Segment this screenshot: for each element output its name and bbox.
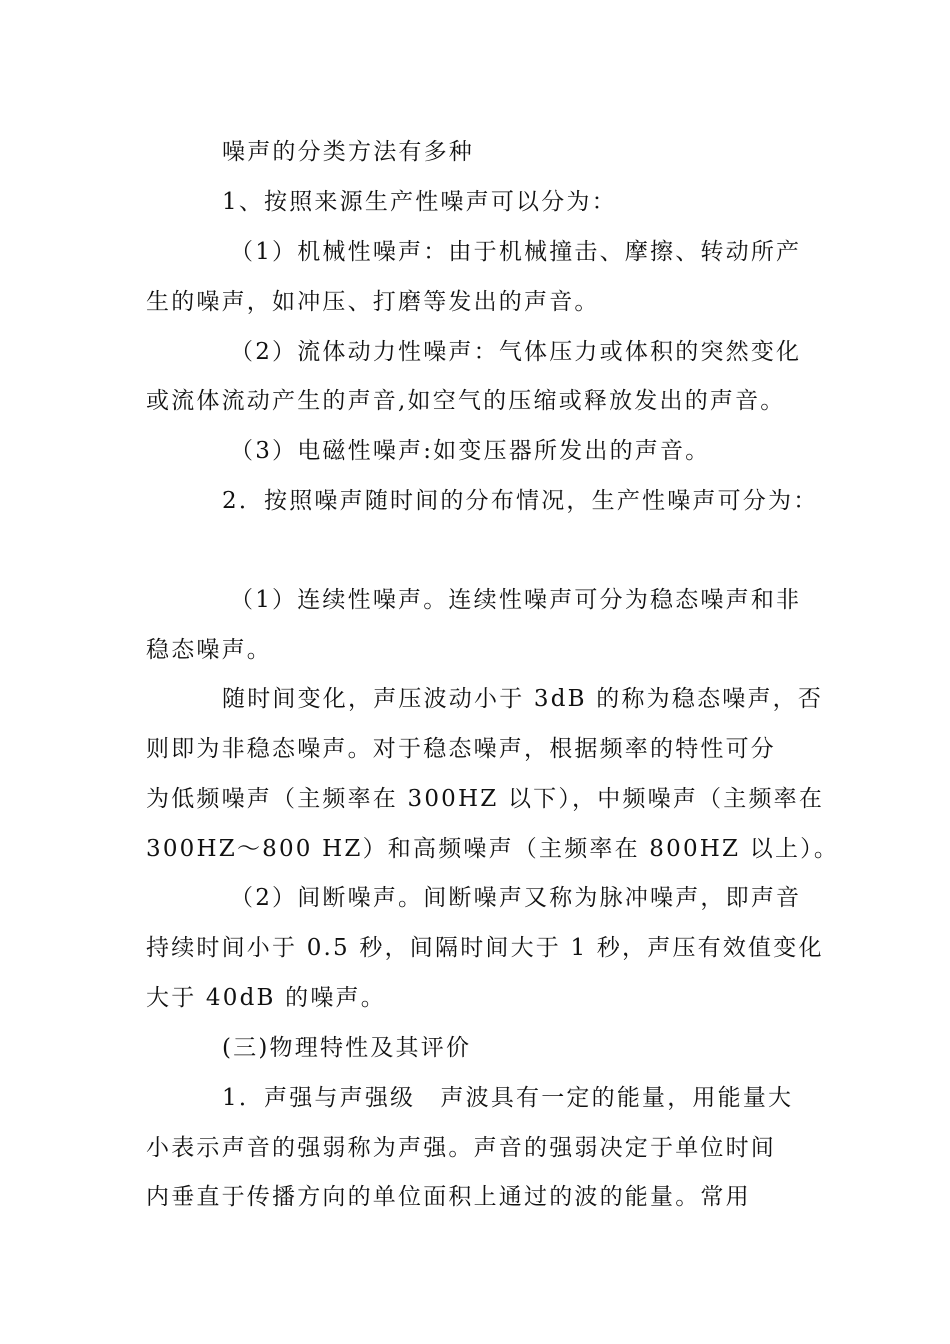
paragraph-line-15: （2）间断噪声。间断噪声又称为脉冲噪声，即声音 (230, 885, 802, 911)
paragraph-line-17: 大于 40dB 的噪声。 (146, 985, 386, 1011)
paragraph-line-14: 300HZ～800 HZ）和高频噪声（主频率在 800HZ 以上）。 (146, 836, 840, 862)
paragraph-line-8: 2．按照噪声随时间的分布情况，生产性噪声可分为： (222, 488, 819, 514)
paragraph-line-11: 随时间变化，声压波动小于 3dB 的称为稳态噪声，否 (222, 686, 824, 712)
paragraph-line-9: （1）连续性噪声。连续性噪声可分为稳态噪声和非 (230, 587, 802, 613)
paragraph-line-21: 内垂直于传播方向的单位面积上通过的波的能量。常用 (146, 1184, 751, 1210)
paragraph-line-20: 小表示声音的强弱称为声强。声音的强弱决定于单位时间 (146, 1135, 776, 1161)
paragraph-line-16: 持续时间小于 0.5 秒，间隔时间大于 1 秒，声压有效值变化 (146, 935, 824, 961)
paragraph-line-1: 噪声的分类方法有多种 (222, 139, 474, 165)
paragraph-line-10: 稳态噪声。 (146, 637, 272, 663)
paragraph-line-18: (三)物理特性及其评价 (222, 1035, 472, 1061)
paragraph-line-4: 生的噪声，如冲压、打磨等发出的声音。 (146, 289, 600, 315)
paragraph-line-7: （3）电磁性噪声:如变压器所发出的声音。 (230, 438, 711, 464)
paragraph-line-19: 1．声强与声强级 声波具有一定的能量，用能量大 (222, 1085, 794, 1111)
paragraph-line-3: （1）机械性噪声：由于机械撞击、摩擦、转动所产 (230, 239, 802, 265)
paragraph-line-2: 1、按照来源生产性噪声可以分为： (222, 189, 617, 215)
paragraph-line-6: 或流体流动产生的声音,如空气的压缩或释放发出的声音。 (146, 388, 786, 414)
paragraph-line-12: 则即为非稳态噪声。对于稳态噪声，根据频率的特性可分 (146, 736, 776, 762)
paragraph-line-5: （2）流体动力性噪声：气体压力或体积的突然变化 (230, 339, 802, 365)
paragraph-line-13: 为低频噪声（主频率在 300HZ 以下），中频噪声（主频率在 (146, 786, 825, 812)
